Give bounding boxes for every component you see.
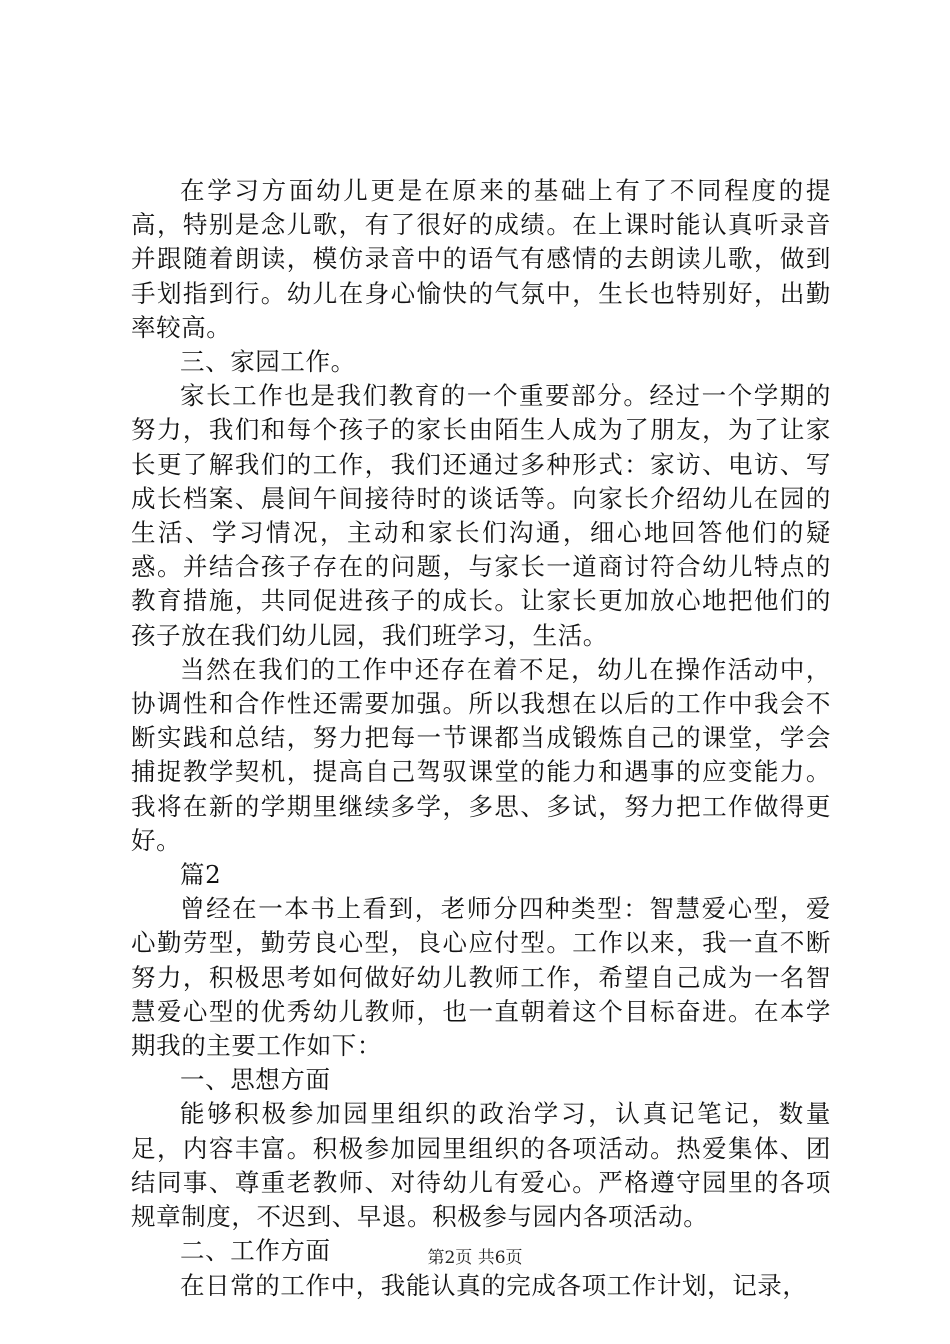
heading-part-2: 篇2 <box>180 860 222 890</box>
paragraph-shortcomings: 当然在我们的工作中还存在着不足，幼儿在操作活动中，协调性和合作性还需要加强。所以我想在以后的工作中我会不断实践和总结，努力把每一节课都当成锻炼自己的课堂，学会捕捉教学契机，提高自己驾驭课堂的能力和遇事的应变能力。我将在新的学期里继续多学，多思、多试，努力把工作做得更好。 <box>131 654 831 855</box>
paragraph-daily-work: 在日常的工作中，我能认真的完成各项工作计划，记录， <box>180 1270 808 1300</box>
paragraph-ideology: 能够积极参加园里组织的政治学习，认真记笔记，数量足，内容丰富。积极参加园里组织的各项活动。热爱集体、团结同事、尊重老教师、对待幼儿有爱心。严格遵守园里的各项规章制度，不迟到、早退。积极参与园内各项活动。 <box>131 1099 831 1232</box>
paragraph-study: 在学习方面幼儿更是在原来的基础上有了不同程度的提高，特别是念儿歌，有了很好的成绩。在上课时能认真听录音并跟随着朗读，模仿录音中的语气有感情的去朗读儿歌，做到手划指到行。幼儿在身心愉快的气氛中，生长也特别好，出勤率较高。 <box>131 176 831 342</box>
heading-work: 二、工作方面 <box>180 1236 331 1266</box>
document-body <box>131 174 831 1303</box>
paragraph-teacher-types: 曾经在一本书上看到，老师分四种类型：智慧爱心型，爱心勤劳型，勤劳良心型，良心应付型。工作以来，我一直不断努力，积极思考如何做好幼儿教师工作，希望自己成为一名智慧爱心型的优秀幼儿教师，也一直朝着这个目标奋进。在本学期我的主要工作如下： <box>131 894 831 1061</box>
heading-ideology: 一、思想方面 <box>180 1065 331 1095</box>
heading-home-school-work: 三、家园工作。 <box>180 347 356 377</box>
paragraph-parent-work: 家长工作也是我们教育的一个重要部分。经过一个学期的努力，我们和每个孩子的家长由陌生人成为了朋友，为了让家长更了解我们的工作，我们还通过多种形式：家访、电访、写成长档案、晨间午间接待时的谈话等。向家长介绍幼儿在园的生活、学习情况，主动和家长们沟通，细心地回答他们的疑惑。并结合孩子存在的问题，与家长一道商讨符合幼儿特点的教育措施，共同促进孩子的成长。让家长更加放心地把他们的孩子放在我们幼儿园，我们班学习，生活。 <box>131 381 831 650</box>
page-footer: 第2页 共6页 <box>427 1248 523 1268</box>
